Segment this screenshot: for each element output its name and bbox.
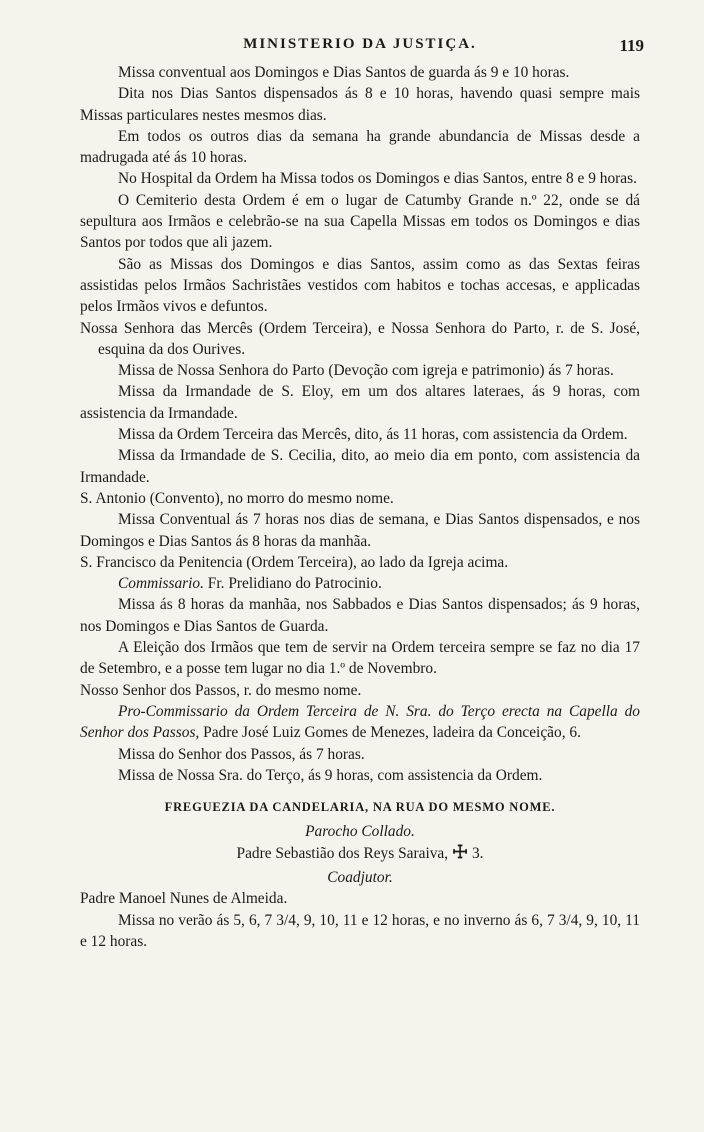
pro-commissario-title: Pro-Commissario da Ordem Terceira de N. Sra. do Terço erecta na Capella do Senhor dos Passos,	[80, 702, 640, 742]
page-body	[80, 62, 640, 952]
entry-nossa-senhora-merces: Nossa Senhora das Mercês (Ordem Terceira), e Nossa Senhora do Parto, r. de S. José, esquina da dos Ourives.	[80, 319, 640, 358]
section-heading-candelaria: FREGUEZIA DA CANDELARIA, NA RUA DO MESMO NOME.	[164, 800, 556, 815]
paragraph-commissario	[80, 573, 640, 594]
paragraph-missa-s-cecilia: Missa da Irmandade de S. Cecilia, dito, ao meio dia em ponto, com assistencia da Irmandade.	[80, 447, 640, 486]
paragraph-missa-terco: Missa de Nossa Sra. do Terço, ás 9 horas, com assistencia da Ordem.	[118, 766, 543, 784]
running-header	[80, 36, 644, 62]
coadjutor-name: Padre Manoel Nunes de Almeida.	[80, 890, 288, 908]
paragraph-outros-dias: Em todos os outros dias da semana ha grande abundancia de Missas desde a madrugada até ás 10 horas.	[80, 127, 640, 167]
paragraph-pro-commissario	[80, 701, 640, 744]
parocho-number: 3.	[468, 844, 484, 862]
paragraph-missa-conventual: Missa conventual aos Domingos e Dias Santos de guarda ás 9 e 10 horas.	[118, 64, 570, 81]
paragraph-missa-s-eloy: Missa da Irmandade de S. Eloy, em um dos altares lateraes, ás 9 horas, com assistencia da Irmandade.	[80, 383, 640, 422]
page-number: 119	[619, 36, 644, 55]
parocho-name: Padre Sebastião dos Reys Saraiva,	[236, 844, 449, 862]
paragraph-hospital: No Hospital da Ordem ha Missa todos os Domingos e dias Santos, entre 8 e 9 horas.	[118, 170, 637, 188]
entry-nosso-senhor-passos: Nosso Senhor dos Passos, r. do mesmo nome.	[80, 681, 362, 699]
running-title: MINISTERIO DA JUSTIÇA.	[243, 36, 477, 52]
paragraph-missa-parto: Missa de Nossa Senhora do Parto (Devoção com igreja e patrimonio) ás 7 horas.	[118, 362, 614, 380]
commissario-label: Commissario.	[118, 575, 204, 593]
paragraph-missa-passos: Missa do Senhor dos Passos, ás 7 horas.	[118, 745, 365, 763]
pro-commissario-name: Padre José Luiz Gomes de Menezes, ladeira da Conceição, 6.	[199, 724, 581, 742]
commissario-name: Fr. Prelidiano do Patrocinio.	[203, 575, 382, 593]
paragraph-missa-ordem-merces: Missa da Ordem Terceira das Mercês, dito, ás 11 horas, com assistencia da Ordem.	[118, 426, 628, 444]
parocho-label: Parocho Collado.	[305, 823, 415, 841]
paragraph-eleicao: A Eleição dos Irmãos que tem de servir na Ordem terceira sempre se faz no dia 17 de Setembro, e a posse tem lugar no dia 1.º de Novembro.	[80, 639, 640, 678]
paragraph-dias-dispensados: Dita nos Dias Santos dispensados ás 8 e 10 horas, havendo quasi sempre mais Missas particulares nestes mesmos dias.	[80, 85, 640, 124]
cross-icon: ☩	[451, 841, 469, 862]
coadjutor-label: Coadjutor.	[327, 868, 393, 886]
paragraph-sextas-feiras: São as Missas dos Domingos e dias Santos, assim como as das Sextas feiras assistidas pelos Irmãos Sachristães vestidos com habitos e tochas accesas, e applicadas pelos Irmãos vivos e defuntos.	[80, 255, 640, 316]
entry-s-francisco: S. Francisco da Penitencia (Ordem Terceira), ao lado da Igreja acima.	[80, 553, 509, 571]
paragraph-cemiterio: O Cemiterio desta Ordem é em o lugar de Catumby Grande n.º 22, onde se dá sepultura aos Irmãos e celebrão-se na sua Capella Missas em todos os Domingos e dias Santos por todos que ali jazem.	[80, 191, 640, 252]
paragraph-missa-conventual-antonio: Missa Conventual ás 7 horas nos dias de semana, e Dias Santos dispensados, e nos Domingos e Dias Santos ás 8 horas da manhãa.	[80, 511, 640, 550]
entry-s-antonio: S. Antonio (Convento), no morro do mesmo nome.	[80, 489, 394, 507]
parocho-line	[80, 843, 640, 864]
paragraph-missa-candelaria: Missa no verão ás 5, 6, 7 3/4, 9, 10, 11 e 12 horas, e no inverno ás 6, 7 3/4, 9, 10, 11 e 12 horas.	[80, 911, 640, 950]
paragraph-missa-francisco: Missa ás 8 horas da manhãa, nos Sabbados e Dias Santos dispensados; ás 9 horas, nos Domingos e Dias Santos de Guarda.	[80, 596, 640, 635]
